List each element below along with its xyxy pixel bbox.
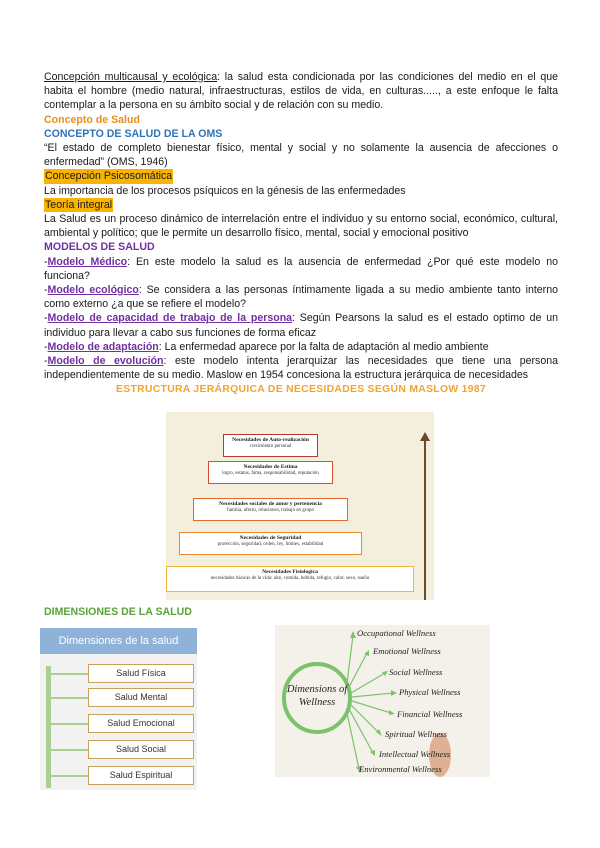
wellness-item: Physical Wellness xyxy=(399,687,461,697)
maslow-title: ESTRUCTURA JERÁRQUICA DE NECESIDADES SEGÚN MASLOW 1987 xyxy=(116,384,486,396)
maslow-tier xyxy=(166,566,414,592)
psicosomatica-text: La importancia de los procesos psíquicos en la génesis de las enfermedades xyxy=(44,184,406,197)
dimensiones-branch xyxy=(51,749,88,751)
modelos-heading: MODELOS DE SALUD xyxy=(44,241,155,254)
tier-name: Necesidades de Seguridad xyxy=(239,535,302,541)
modelos-list xyxy=(44,255,558,383)
modelo-text: : En este modelo la salud es la ausencia de enfermedad ¿Por qué este modelo no funciona? xyxy=(44,255,558,282)
maslow-tier xyxy=(208,461,333,484)
tier-desc: familia, afecto, relaciones, trabajo en grupo xyxy=(227,508,314,513)
wellness-item: Intellectual Wellness xyxy=(379,749,451,759)
dimensiones-branch xyxy=(51,673,88,675)
wellness-item: Occupational Wellness xyxy=(357,628,436,638)
integral-text: La Salud es un proceso dinámico de interrelación entre el individuo y su entorno social, económico, cultural, ambiental y político; que le permite un desarrollo físico, mental, social y emocional positivo xyxy=(44,213,558,240)
modelo-prefix: - xyxy=(44,284,48,297)
psicosomatica-heading: Concepción Psicosomática xyxy=(45,170,173,183)
multicausal-term: Concepción multicausal y ecológica xyxy=(44,71,218,83)
modelo-text: : Se considera a las personas íntimamente ligada a su medio ambiente tanto interno como externo ¿a que se refiere el modelo? xyxy=(44,284,558,311)
tier-desc: necesidades básicas de la vida: aire, comida, bebida, refugio, calor, sexo, sueño xyxy=(210,576,370,581)
tier-desc: protección, seguridad, orden, ley, límites, estabilidad xyxy=(217,542,324,547)
tier-name: Necesidades de Auto-realización xyxy=(232,437,309,443)
dimensiones-branch xyxy=(51,723,88,725)
concepto-salud-heading: Concepto de Salud xyxy=(44,113,140,126)
wellness-item: Social Wellness xyxy=(389,667,443,677)
maslow-pyramid-figure xyxy=(166,412,434,600)
dimension-item: Salud Mental xyxy=(88,688,194,707)
dimension-item: Salud Física xyxy=(88,664,194,683)
modelo-item xyxy=(44,340,558,354)
tier-name: Necesidades Fisiologica xyxy=(262,569,318,575)
dimensiones-branch xyxy=(51,697,88,699)
modelo-prefix: - xyxy=(44,340,48,353)
dimensiones-heading: DIMENSIONES DE LA SALUD xyxy=(44,606,192,618)
modelo-prefix: - xyxy=(44,355,48,368)
modelo-text: : Según Pearsons la salud es el estado optimo de un individuo para llevar a cabo sus funciones de forma eficaz xyxy=(44,312,558,339)
wellness-item: Emotional Wellness xyxy=(373,646,441,656)
multicausal-text: : la salud esta condicionada por las condiciones del medio en el que habita el hombre (medio natural, infraestructuras, estilos de vida, en culturas....., a este enfoque le falta contemplar a la persona en su ámbito social y de relación con su medio. xyxy=(44,71,558,112)
modelo-ecologico-link[interactable]: Modelo ecológico xyxy=(47,284,139,297)
wellness-figure xyxy=(275,625,490,777)
wellness-item: Financial Wellness xyxy=(397,709,463,719)
modelo-prefix: - xyxy=(44,312,48,325)
dimensiones-branch xyxy=(51,775,88,777)
oms-text: “El estado de completo bienestar físico, mental y social y no solamente la ausencia de afecciones o enfermedad” (OMS, 1946) xyxy=(44,142,558,169)
modelo-adaptacion-link[interactable]: Modelo de adaptación xyxy=(47,340,159,353)
dimension-item: Salud Espiritual xyxy=(88,766,194,785)
document-body xyxy=(44,70,558,408)
modelo-evolucion-link[interactable]: Modelo de evolución xyxy=(47,355,164,368)
maslow-tier xyxy=(193,498,348,521)
modelo-item xyxy=(44,311,558,339)
maslow-tier xyxy=(223,434,318,457)
modelo-item xyxy=(44,283,558,311)
tier-name: Necesidades de Estima xyxy=(243,464,298,470)
dimensiones-title: Dimensiones de la salud xyxy=(40,628,197,654)
dimension-item: Salud Social xyxy=(88,740,194,759)
multicausal-paragraph xyxy=(44,70,558,113)
modelo-text: : La enfermedad aparece por la falta de adaptación al medio ambiente xyxy=(158,340,489,353)
tier-desc: crecimiento personal xyxy=(249,444,292,449)
dimensiones-connector xyxy=(46,666,51,788)
integral-heading: Teoría integral xyxy=(45,198,113,211)
oms-heading: CONCEPTO DE SALUD DE LA OMS xyxy=(44,127,223,140)
wellness-item: Spiritual Wellness xyxy=(385,729,447,739)
arrow-shaft xyxy=(424,440,426,600)
wellness-center-label: Dimensions of Wellness xyxy=(286,684,348,708)
maslow-tier xyxy=(179,532,362,555)
dimension-item: Salud Emocional xyxy=(88,714,194,733)
psicosomatica-heading-line xyxy=(44,169,558,183)
modelo-capacidad-link[interactable]: Modelo de capacidad de trabajo de la persona xyxy=(47,312,293,325)
modelo-prefix: - xyxy=(44,255,48,268)
dimensiones-figure xyxy=(40,628,197,790)
modelo-item xyxy=(44,255,558,283)
wellness-item: Environmental Wellness xyxy=(359,764,442,774)
tier-name: Necesidades sociales de amor y pertenencia xyxy=(219,501,322,507)
modelo-medico-link[interactable]: Modelo Médico xyxy=(47,255,128,268)
tier-desc: logro, estatus, fama, responsabilidad, reputación xyxy=(222,471,319,476)
modelo-item xyxy=(44,354,558,382)
modelo-text: : este modelo intenta jerarquizar las necesidades que tiene una persona independientemente de su medio. Maslow en 1954 concesiona la estructura jerárquica de necesidades xyxy=(44,355,558,382)
integral-heading-line xyxy=(44,198,558,212)
